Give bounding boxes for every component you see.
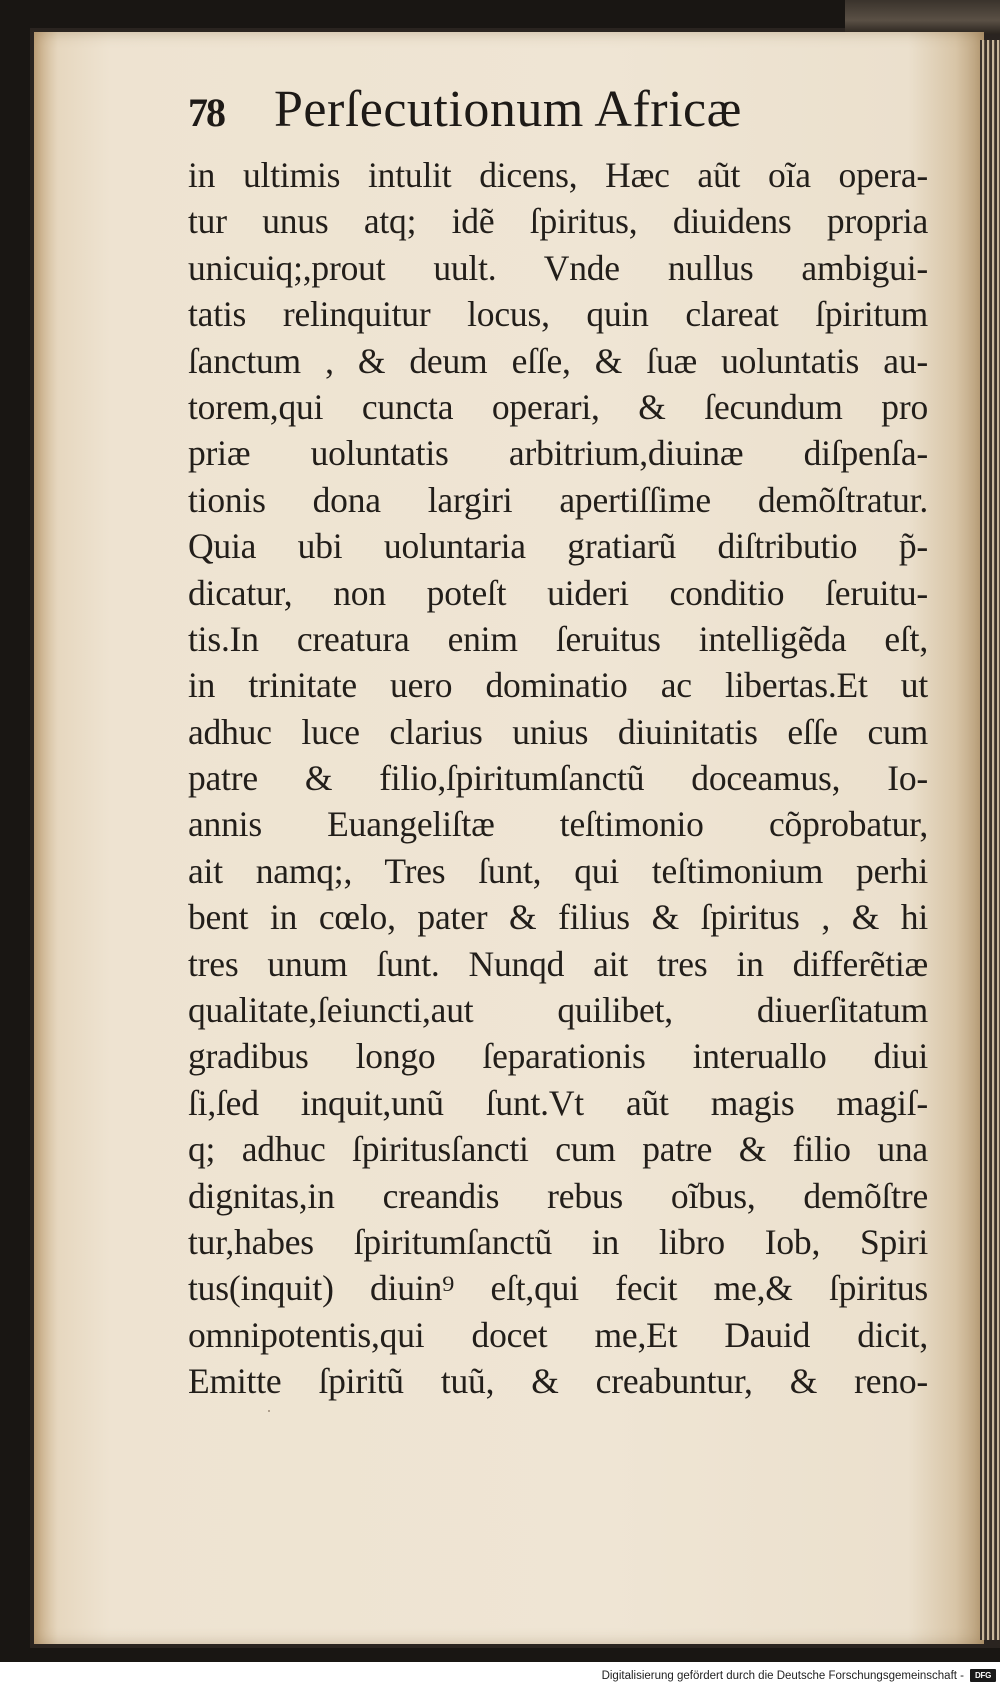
- digitization-footer: [0, 1662, 1000, 1689]
- text-line: in trinitate uero dominatio ac libertas.Et ut: [188, 665, 928, 706]
- text-line: annis Euangeliſtæ teſtimonio cõprobatur,: [188, 804, 928, 845]
- body-text: [188, 152, 928, 1405]
- text-line: Emitte ſpiritũ tuũ, & creabuntur, & reno-: [188, 1361, 928, 1402]
- running-title: Perſecutionum Africæ: [274, 81, 742, 138]
- footer-credit: Digitalisierung gefördert durch die Deutsche Forschungsgemeinschaft -: [601, 1669, 964, 1682]
- text-line: tionis dona largiri apertiſſime demõſtratur.: [188, 479, 928, 520]
- text-line: dicatur, non poteſt uideri conditio ſeruitu-: [188, 572, 928, 613]
- ink-speck: [268, 1410, 270, 1412]
- text-line: omnipotentis,qui docet me,Et Dauid dicit,: [188, 1314, 928, 1355]
- text-line: qualitate,ſeiuncti,aut quilibet, diuerſitatum: [188, 990, 928, 1031]
- page-header: [188, 80, 908, 150]
- page-number: 78: [188, 90, 224, 135]
- text-line: patre & filio,ſpiritumſanctũ doceamus, Io-: [188, 758, 928, 799]
- text-line: tres unum ſunt. Nunqd ait tres in differẽtiæ: [188, 943, 928, 984]
- text-line: ſi,ſed inquit,unũ ſunt.Vt aũt magis magiſ-: [188, 1082, 928, 1123]
- text-line: in ultimis intulit dicens, Hæc aũt oĩa opera-: [188, 155, 928, 195]
- text-line: torem,qui cuncta operari, & ſecundum pro: [188, 386, 928, 427]
- text-line: tur,habes ſpiritumſanctũ in libro Iob, Spiri: [188, 1221, 928, 1262]
- text-line: q; adhuc ſpiritusſancti cum patre & filio una: [188, 1129, 928, 1170]
- text-line: tus(inquit) diuin⁹ eſt,qui fecit me,& ſpiritus: [188, 1268, 928, 1309]
- text-line: tis.In creatura enim ſeruitus intelligẽda eſt,: [188, 618, 928, 659]
- text-line: adhuc luce clarius unius diuinitatis eſſe cum: [188, 711, 928, 752]
- text-line: tur unus atq; idẽ ſpiritus, diuidens propria: [188, 201, 928, 242]
- book-cover-edge: [845, 0, 1000, 34]
- text-line: tatis relinquitur locus, quin clareat ſpiritum: [188, 294, 928, 335]
- page-fore-edge: [980, 40, 1000, 1640]
- text-line: gradibus longo ſeparationis interuallo diui: [188, 1036, 928, 1077]
- text-line: Quia ubi uoluntaria gratiarũ diſtributio p̃-: [188, 526, 928, 567]
- dfg-logo: DFG: [970, 1669, 996, 1682]
- text-line: ait namq;, Tres ſunt, qui teſtimonium perhi: [188, 850, 928, 891]
- text-line: dignitas,in creandis rebus oĩbus, demõſtre: [188, 1175, 928, 1216]
- text-line: bent in cœlo, pater & filius & ſpiritus , & hi: [188, 897, 928, 938]
- text-line: priæ uoluntatis arbitrium,diuinæ diſpenſa-: [188, 433, 928, 474]
- text-line: unicuiq;,prout uult. Vnde nullus ambigui-: [188, 247, 928, 288]
- text-line: ſanctum , & deum eſſe, & ſuæ uoluntatis au-: [188, 340, 928, 381]
